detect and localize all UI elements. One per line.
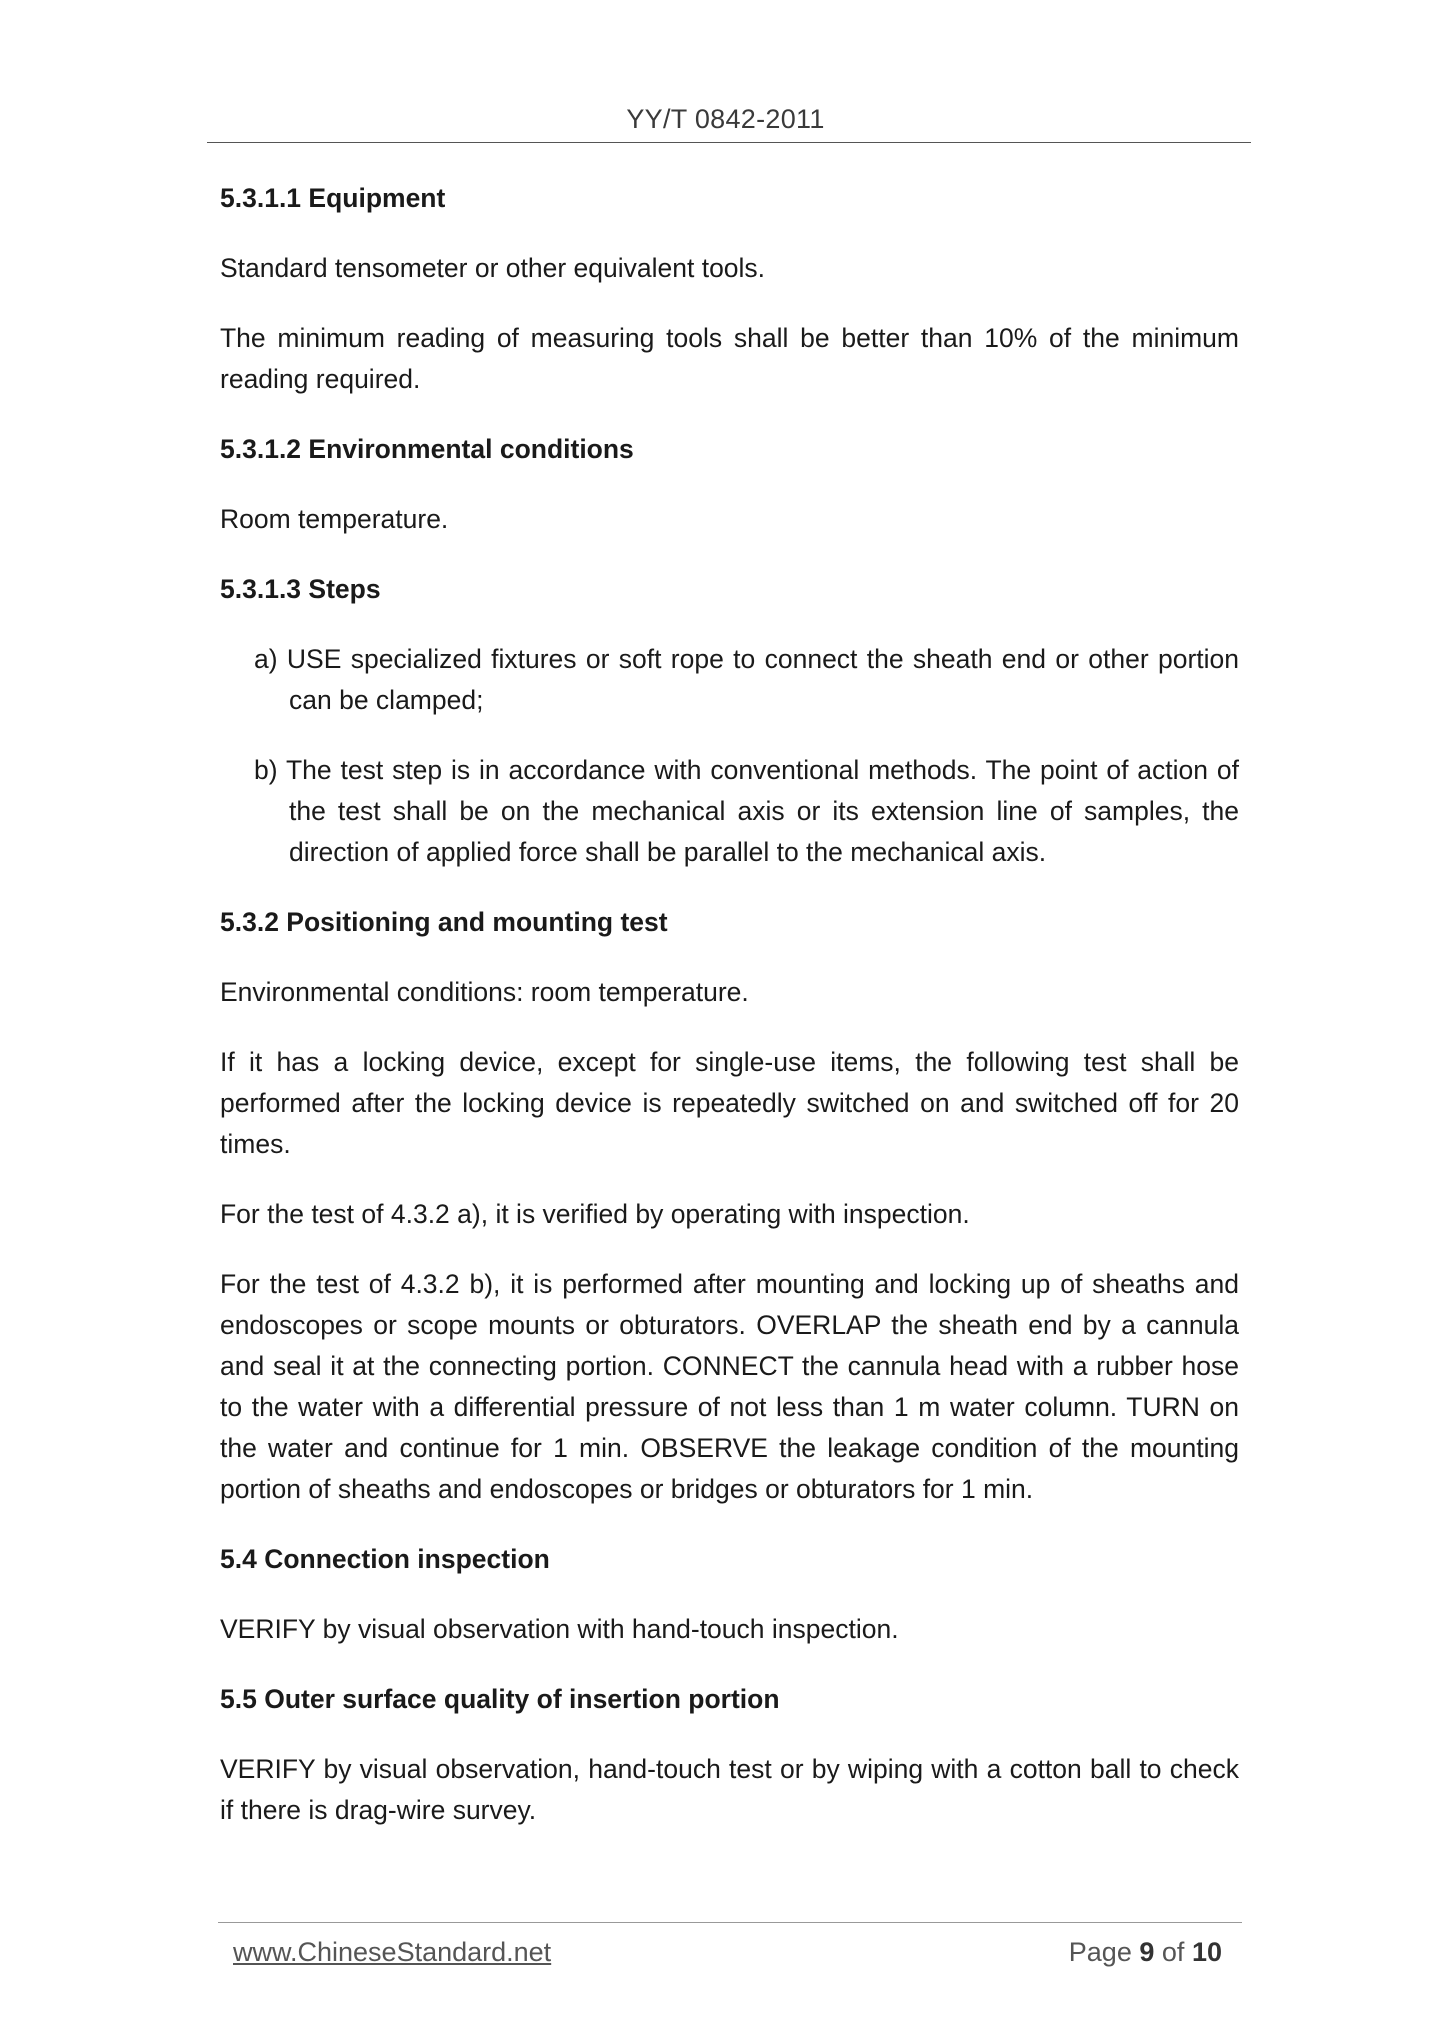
paragraph: Standard tensometer or other equivalent tools.: [220, 253, 766, 283]
current-page: 9: [1139, 1937, 1155, 1967]
page-label: Page: [1068, 1937, 1132, 1967]
paragraph: For the test of 4.3.2 b), it is performed after mounting and locking up of sheaths and endoscopes or scope mounts or obturators. OVERLAP the sheath end by a cannula and seal it at the connecting portion. CONNECT the cannula head with a rubber hose to the water with a differential pressure of not less than 1 m water column. TURN on the water and continue for 1 min. OBSERVE the leakage condition of the mounting portion of sheaths and endoscopes or bridges or obturators for 1 min.: [220, 1269, 1239, 1504]
paragraph: VERIFY by visual observation, hand-touch test or by wiping with a cotton ball to check if there is drag-wire survey.: [220, 1754, 1239, 1825]
section-heading: 5.3.1.2 Environmental conditions: [220, 434, 634, 464]
site-link[interactable]: www.ChineseStandard.net: [233, 1937, 552, 1967]
list-item: b) The test step is in accordance with conventional methods. The point of action of the test shall be on the mechanical axis or its extension line of samples, the direction of applied force shall be parallel to the mechanical axis.: [254, 755, 1239, 867]
section-heading: 5.5 Outer surface quality of insertion portion: [220, 1684, 780, 1714]
header-divider: [207, 142, 1251, 143]
section-heading: 5.3.1.1 Equipment: [220, 183, 446, 213]
footer-divider: [218, 1922, 1242, 1923]
list-item: a) USE specialized fixtures or soft rope to connect the sheath end or other portion can be clamped;: [254, 644, 1239, 715]
paragraph: If it has a locking device, except for single-use items, the following test shall be performed after the locking device is repeatedly switched on and switched off for 20 times.: [220, 1047, 1239, 1159]
section-heading: 5.3.2 Positioning and mounting test: [220, 907, 668, 937]
page-of-label: of: [1161, 1937, 1185, 1967]
header-doc-id: YY/T 0842-2011: [626, 104, 825, 134]
paragraph: For the test of 4.3.2 a), it is verified by operating with inspection.: [220, 1199, 970, 1229]
paragraph: Room temperature.: [220, 504, 449, 534]
section-heading: 5.3.1.3 Steps: [220, 574, 381, 604]
page-number: [1069, 1937, 1222, 1968]
total-pages: 10: [1191, 1937, 1222, 1967]
section-heading: 5.4 Connection inspection: [220, 1544, 550, 1574]
paragraph: VERIFY by visual observation with hand-touch inspection.: [220, 1614, 899, 1644]
document-body: [220, 178, 1239, 1860]
paragraph: Environmental conditions: room temperature.: [220, 977, 749, 1007]
paragraph: The minimum reading of measuring tools shall be better than 10% of the minimum reading required.: [220, 323, 1239, 394]
